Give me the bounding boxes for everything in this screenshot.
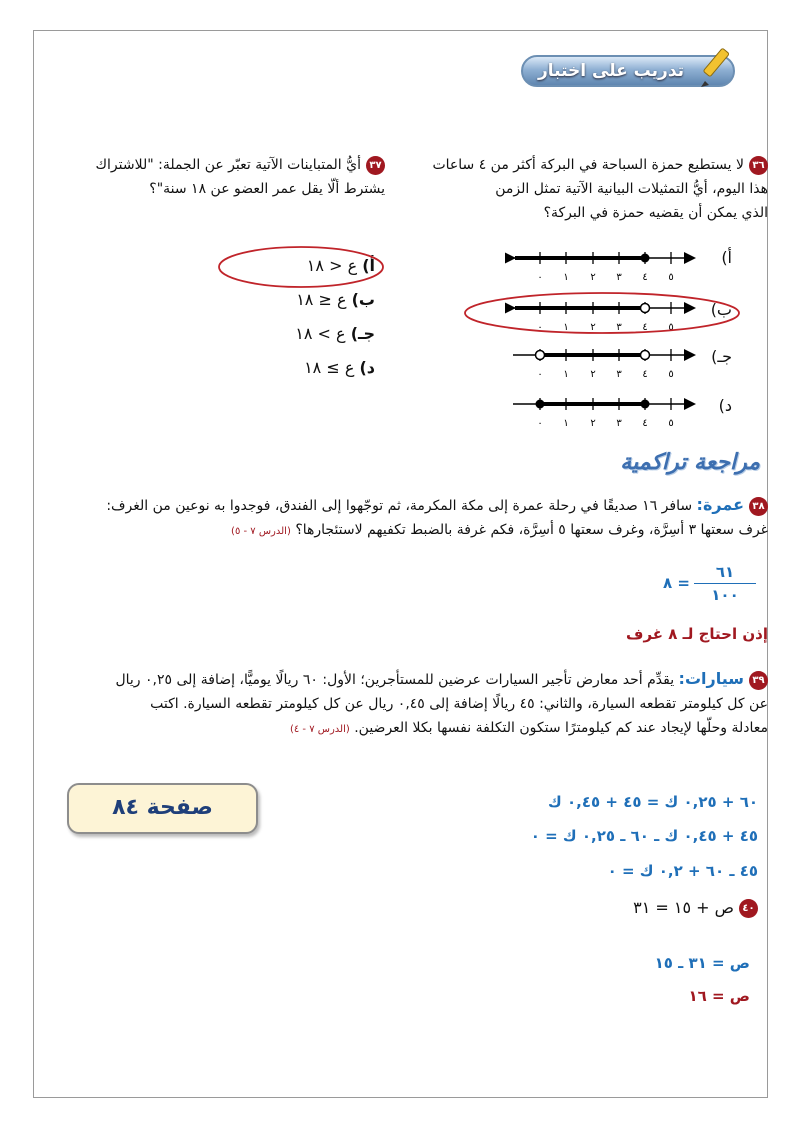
tick-label: ٣ [616,369,622,380]
q39-work-1: ٦٠ + ٠,٢٥ ك = ٤٥ + ٠,٤٥ ك [548,793,758,811]
q39-line-3: معادلة وحلّها لإيجاد عند كم كيلومترًا ستكون التكلفة نفسها بكلا العرضين. [354,720,768,736]
tick-label: ١ [563,418,569,429]
number-line-a [513,252,693,264]
open-dot [641,351,650,360]
tick-label: ٢ [590,272,596,283]
tick-label: ٤ [642,272,648,283]
fraction-numerator: ٦١ [715,563,735,581]
q36-option-c: جـ) [711,347,732,366]
open-dot [536,351,545,360]
page-number-box [67,783,258,834]
tick-label: ٣ [616,322,622,333]
pencil-icon [695,45,739,89]
q38-answer: إذن احتاج لـ ٨ غرف [626,625,768,643]
q37-line-1: أيُّ المتباينات الآتية تعبّر عن الجملة: "للاشتراك [95,157,361,173]
q39-line-2: عن كل كيلومتر تقطعه السيارة، والثاني: ٤٥ ريالًا إضافة إلى ٠,٤٥ ريال عن كل كيلومتر تقطعه السيارة. اكتب [150,696,768,712]
q38-line-1: سافر ١٦ صديقًا في رحلة عمرة إلى مكة المكرمة، ثم توجّهوا إلى الفندق، فوجدوا به نوعين من الغرف: [106,498,693,514]
tick-label: ٠ [537,418,543,429]
q37-option-b: ب) ع ≤ ١٨ [296,290,375,309]
tick-label: ٥ [668,369,674,380]
q39-line-1: يقدِّم أحد معارض تأجير السيارات عرضين للمستأجرين؛ الأول: ٦٠ ريالًا يوميًّا، إضافة إلى ٠,٢٥ ريال [115,672,675,688]
tick-label: ٠ [537,272,543,283]
number-line-d [513,398,693,410]
tick-label: ٢ [590,418,596,429]
q39-work-3: ٤٥ ـ ٦٠ + ٠,٢ ك = ٠ [607,862,758,880]
review-heading: مراجعة تراكمية [620,450,760,475]
fraction-result: = ٨ [663,574,690,592]
q37-option-a: أ) ع < ١٨ [306,256,375,275]
closed-dot [641,400,650,409]
number-lines [505,240,700,435]
tick-label: ٥ [668,322,674,333]
q37-line-2: يشترط ألّا يقل عمر العضو عن ١٨ سنة"؟ [149,181,385,197]
tick-label: ٥ [668,418,674,429]
q40-work-2: ص = ١٦ [688,987,750,1005]
tick-label: ١ [563,369,569,380]
tick-label: ٥ [668,272,674,283]
q40-equation: ص + ١٥ = ٣١ [633,898,734,917]
tick-label: ٤ [642,369,648,380]
q36-option-d: د) [718,396,732,415]
tick-label: ٤ [642,418,648,429]
question-38 [45,493,768,544]
section-title: تدريب على اختبار [537,61,685,81]
q36-option-a: أ) [721,248,732,267]
question-37 [40,153,385,201]
q40-work-1: ص = ٣١ ـ ١٥ [654,954,750,972]
page-number-label: صفحة ٨٤ [112,795,213,820]
topic-label: سيارات: [678,669,744,688]
tick-label: ١ [563,272,569,283]
tick-label: ٣ [616,272,622,283]
tick-label: ٢ [590,322,596,333]
tick-label: ٠ [537,369,543,380]
closed-dot [536,400,545,409]
q36-option-b: ب) [710,300,732,319]
q37-option-c: جـ) ع > ١٨ [295,324,375,343]
q36-line-3: الذي يمكن أن يقضيه حمزة في البركة؟ [543,205,768,221]
fraction [690,563,760,604]
topic-label: عمرة: [696,495,744,514]
tick-label: ٣ [616,418,622,429]
q36-line-1: لا يستطيع حمزة السباحة في البركة أكثر من ٤ ساعات [432,157,744,173]
question-number: ٣٩ [749,671,768,690]
tick-label: ٢ [590,369,596,380]
tick-label: ١ [563,322,569,333]
fraction-denominator: ١٠٠ [711,586,739,604]
tick-label: ٠ [537,322,543,333]
closed-dot [641,254,650,263]
tick-label: ٤ [642,322,648,333]
question-number: ٣٧ [366,156,385,175]
question-39 [45,667,768,742]
q39-work-2: ٤٥ + ٠,٤٥ ك ـ ٦٠ ـ ٠,٢٥ ك = ٠ [530,827,758,845]
q38-line-2: غرف سعتها ٣ أسِرَّة، وغرف سعتها ٥ أسِرَّة، فكم غرفة بالضبط تكفيهم لاستئجارها؟ [295,522,768,538]
section-banner [521,55,735,87]
question-number: ٤٠ [739,899,758,918]
q36-line-2: هذا اليوم، أيُّ التمثيلات البيانية الآتية تمثل الزمن [495,181,768,197]
answer-highlight-q37 [216,244,386,290]
number-line-c [513,349,693,361]
lesson-ref: (الدرس ٧ - ٥) [231,526,291,537]
question-number: ٣٨ [749,497,768,516]
question-40 [500,898,758,918]
lesson-ref: (الدرس ٧ - ٤) [289,724,350,735]
question-number: ٣٦ [749,156,768,175]
answer-highlight-q36 [462,290,742,336]
q37-option-d: د) ع ≥ ١٨ [304,358,375,377]
question-36 [400,153,768,225]
